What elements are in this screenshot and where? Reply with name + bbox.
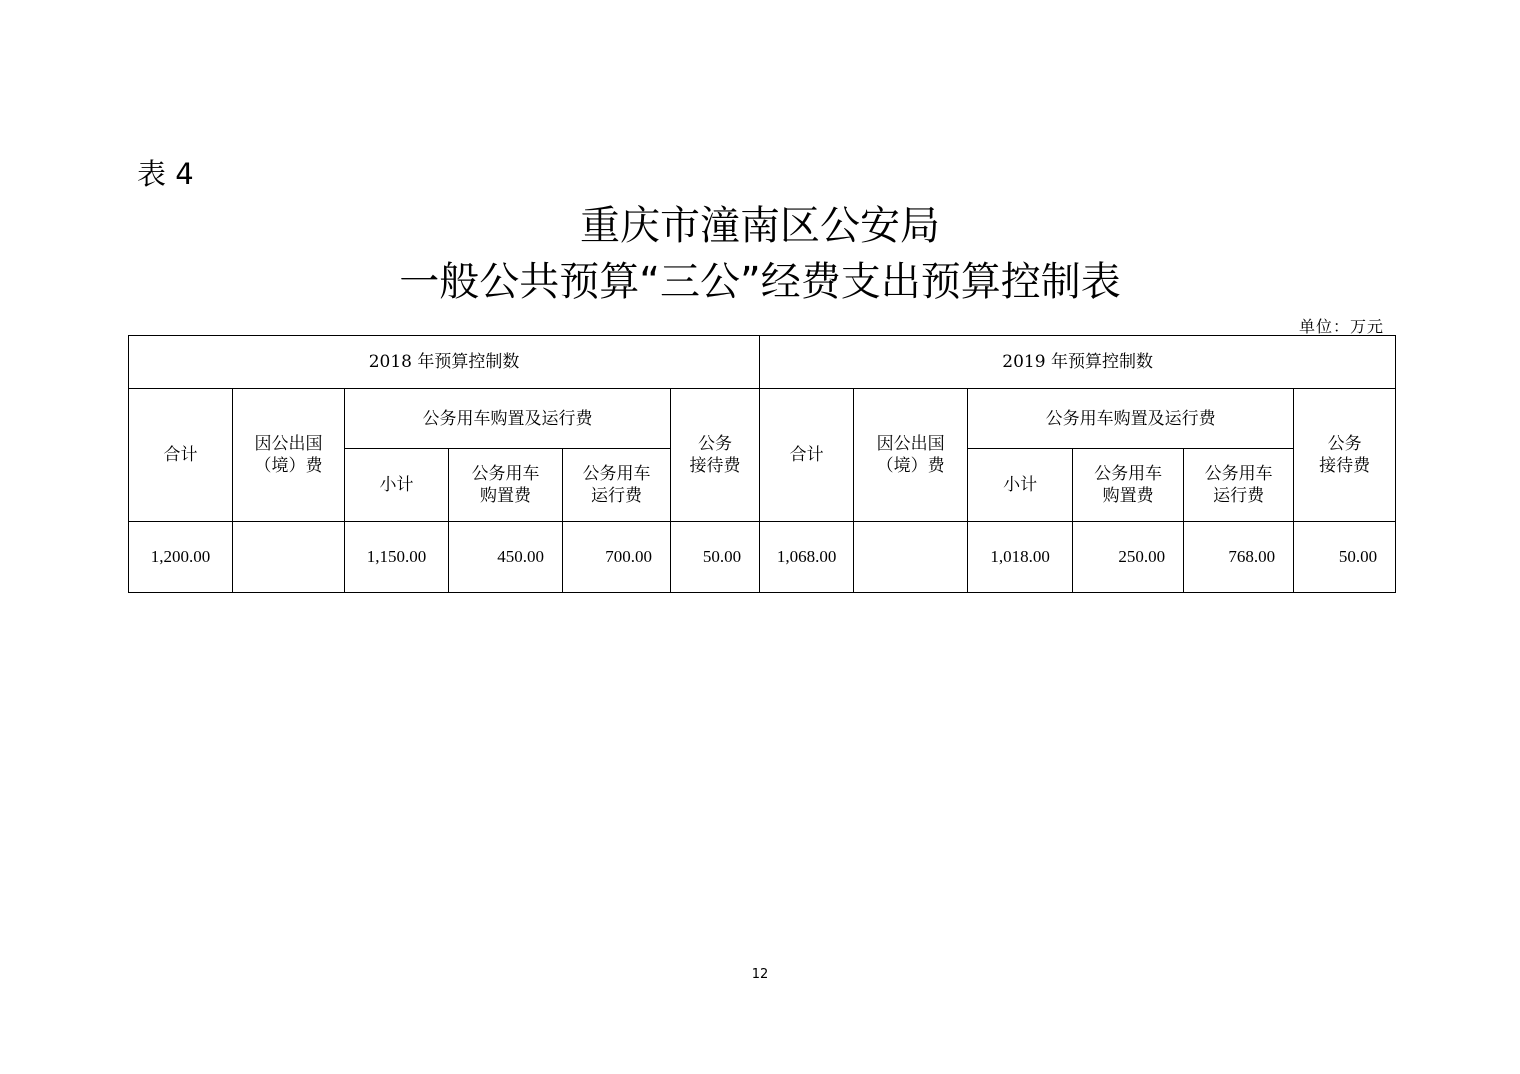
header-total-2019: 合计 <box>760 389 854 522</box>
year-header-row <box>129 336 1396 389</box>
cell-running-2019: 768.00 <box>1184 522 1294 593</box>
cell-total-2019: 1,068.00 <box>760 522 854 593</box>
header-vehicle-2019: 公务用车购置及运行费 <box>968 389 1294 449</box>
header-purchase-2019: 公务用车 购置费 <box>1073 449 1184 522</box>
header-2019: 2019 年预算控制数 <box>760 336 1396 389</box>
header-purchase-2018: 公务用车 购置费 <box>449 449 563 522</box>
table-label: 表 4 <box>137 157 194 191</box>
document-title-line1: 重庆市潼南区公安局 <box>580 203 940 249</box>
header-running-2019: 公务用车 运行费 <box>1184 449 1294 522</box>
cell-abroad-2018 <box>233 522 345 593</box>
header-subtotal-2019: 小计 <box>968 449 1073 522</box>
cell-running-2018: 700.00 <box>563 522 671 593</box>
header-running-2018: 公务用车 运行费 <box>563 449 671 522</box>
cell-subtotal-2018: 1,150.00 <box>345 522 449 593</box>
cell-reception-2018: 50.00 <box>671 522 760 593</box>
header-total-2018: 合计 <box>129 389 233 522</box>
header-abroad-2018: 因公出国 （境）费 <box>233 389 345 522</box>
header-reception-2019: 公务 接待费 <box>1294 389 1396 522</box>
document-title-line2: 一般公共预算“三公”经费支出预算控制表 <box>399 259 1121 305</box>
table-row <box>129 522 1396 593</box>
cell-purchase-2019: 250.00 <box>1073 522 1184 593</box>
cell-subtotal-2019: 1,018.00 <box>968 522 1073 593</box>
page-number: 12 <box>751 967 769 982</box>
header-reception-2018: 公务 接待费 <box>671 389 760 522</box>
cell-reception-2019: 50.00 <box>1294 522 1396 593</box>
header-subtotal-2018: 小计 <box>345 449 449 522</box>
budget-table <box>128 335 1396 593</box>
cell-total-2018: 1,200.00 <box>129 522 233 593</box>
header-2018: 2018 年预算控制数 <box>129 336 760 389</box>
cell-abroad-2019 <box>854 522 968 593</box>
header-abroad-2019: 因公出国 （境）费 <box>854 389 968 522</box>
cell-purchase-2018: 450.00 <box>449 522 563 593</box>
category-header-row <box>129 389 1396 449</box>
header-vehicle-2018: 公务用车购置及运行费 <box>345 389 671 449</box>
unit-note: 单位：万元 <box>1298 317 1384 336</box>
